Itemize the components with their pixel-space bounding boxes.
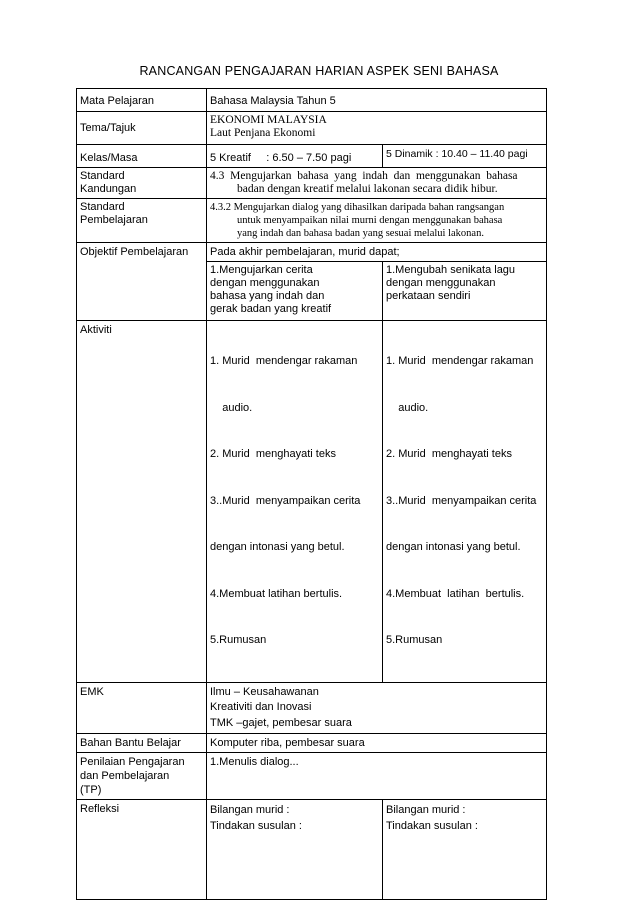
emk-line: Kreativiti dan Inovasi: [210, 701, 312, 713]
objektif-left-line: 1.Mengujarkan cerita: [210, 264, 313, 276]
penilaian-label-line: dan Pembelajaran: [80, 770, 170, 782]
row-emk: [77, 682, 547, 734]
aktiviti-left-line: dengan intonasi yang betul.: [210, 541, 345, 553]
aktiviti-right-line: 4.Membuat latihan bertulis.: [386, 587, 525, 600]
sp-label-line-2: Pembelajaran: [80, 214, 148, 226]
aktiviti-right: [383, 321, 547, 683]
row-bahan-bantu: [77, 734, 547, 753]
label-standard-pembelajaran: [77, 199, 207, 243]
aktiviti-left: [207, 321, 383, 683]
objektif-intro: Pada akhir pembelajaran, murid dapat;: [207, 243, 547, 262]
value-bahan-bantu: Komputer riba, pembesar suara: [207, 734, 547, 753]
sk-label-line-1: Standard: [80, 170, 125, 182]
aktiviti-left-line: audio.: [210, 401, 253, 414]
value-tema: [207, 112, 547, 145]
label-standard-kandungan: [77, 168, 207, 199]
row-aktiviti: [77, 321, 547, 683]
value-standard-kandungan: [207, 168, 547, 199]
aktiviti-right-line: 5.Rumusan: [386, 634, 443, 646]
label-penilaian: [77, 753, 207, 800]
refleksi-left: [207, 800, 383, 900]
penilaian-label-line: (TP): [80, 784, 102, 796]
sp-line-2: untuk menyampaikan nilai murni dengan menggunakan bahasa: [237, 215, 503, 226]
label-mata-pelajaran: Mata Pelajaran: [77, 89, 207, 112]
aktiviti-right-line: 3..Murid menyampaikan cerita: [386, 494, 537, 507]
row-objektif-intro: [77, 243, 547, 262]
row-standard-kandungan: [77, 168, 547, 199]
value-mata-pelajaran: Bahasa Malaysia Tahun 5: [207, 89, 547, 112]
label-aktiviti: Aktiviti: [77, 321, 207, 683]
sk-line-2: badan dengan kreatif melalui lakonan secara didik hibur.: [237, 183, 498, 195]
objektif-right: [383, 262, 547, 321]
emk-line: TMK –gajet, pembesar suara: [210, 716, 352, 729]
value-emk: [207, 682, 547, 734]
sk-label-line-2: Kandungan: [80, 183, 137, 195]
penilaian-label-line: Penilaian Pengajaran: [80, 756, 185, 768]
tema-line-2: Laut Penjana Ekonomi: [210, 127, 316, 139]
row-tema: [77, 112, 547, 145]
refleksi-left-line: Tindakan susulan :: [210, 820, 302, 832]
objektif-right-line: perkataan sendiri: [386, 290, 471, 302]
row-refleksi: [77, 800, 547, 900]
label-emk: EMK: [77, 682, 207, 734]
aktiviti-left-line: 4.Membuat latihan bertulis.: [210, 587, 343, 600]
objektif-left-line: gerak badan yang kreatif: [210, 303, 332, 315]
aktiviti-left-line: 2. Murid menghayati teks: [210, 448, 336, 460]
aktiviti-left-line: 1. Murid mendengar rakaman: [210, 355, 358, 367]
sp-line-3: yang indah dan bahasa badan yang sesuai melalui lakonan.: [237, 228, 484, 239]
sp-label-line-1: Standard: [80, 201, 125, 213]
label-objektif: Objektif Pembelajaran: [77, 243, 207, 321]
aktiviti-left-line: 5.Rumusan: [210, 634, 267, 646]
label-bahan-bantu: Bahan Bantu Belajar: [77, 734, 207, 753]
objektif-left-line: dengan menggunakan: [210, 277, 320, 289]
refleksi-right-line: Tindakan susulan :: [386, 820, 478, 832]
objektif-right-line: 1.Mengubah senikata lagu: [386, 264, 516, 276]
document-title: RANCANGAN PENGAJARAN HARIAN ASPEK SENI BAHASA: [139, 64, 499, 78]
row-kelas: [77, 145, 547, 168]
refleksi-right-line: Bilangan murid :: [386, 804, 466, 816]
aktiviti-right-line: 2. Murid menghayati teks: [386, 448, 512, 460]
refleksi-left-line: Bilangan murid :: [210, 804, 290, 816]
tema-line-1: EKONOMI MALAYSIA: [210, 114, 327, 126]
row-penilaian: [77, 753, 547, 800]
sp-line-1: 4.3.2 Mengujarkan dialog yang dihasilkan daripada bahan rangsangan: [210, 202, 505, 213]
value-standard-pembelajaran: [207, 199, 547, 243]
label-refleksi: Refleksi: [77, 800, 207, 900]
aktiviti-right-line: audio.: [386, 401, 429, 414]
refleksi-right: [383, 800, 547, 900]
aktiviti-right-line: dengan intonasi yang betul.: [386, 541, 521, 553]
value-penilaian: 1.Menulis dialog...: [207, 753, 547, 800]
emk-line: Ilmu – Keusahawanan: [210, 685, 319, 698]
aktiviti-right-line: 1. Murid mendengar rakaman: [386, 355, 534, 367]
objektif-left-line: bahasa yang indah dan: [210, 290, 325, 302]
row-standard-pembelajaran: [77, 199, 547, 243]
objektif-left: [207, 262, 383, 321]
sk-line-1: 4.3 Mengujarkan bahasa yang indah dan menggunakan bahasa: [210, 170, 518, 182]
label-kelas: Kelas/Masa: [77, 145, 207, 168]
lesson-plan-table: [76, 88, 547, 900]
value-kelas-2: 5 Dinamik : 10.40 – 11.40 pagi: [383, 145, 547, 168]
objektif-right-line: dengan menggunakan: [386, 277, 496, 289]
value-kelas-1: 5 Kreatif : 6.50 – 7.50 pagi: [207, 145, 383, 168]
row-mata-pelajaran: [77, 89, 547, 112]
label-tema: Tema/Tajuk: [77, 112, 207, 145]
aktiviti-left-line: 3..Murid menyampaikan cerita: [210, 494, 361, 507]
